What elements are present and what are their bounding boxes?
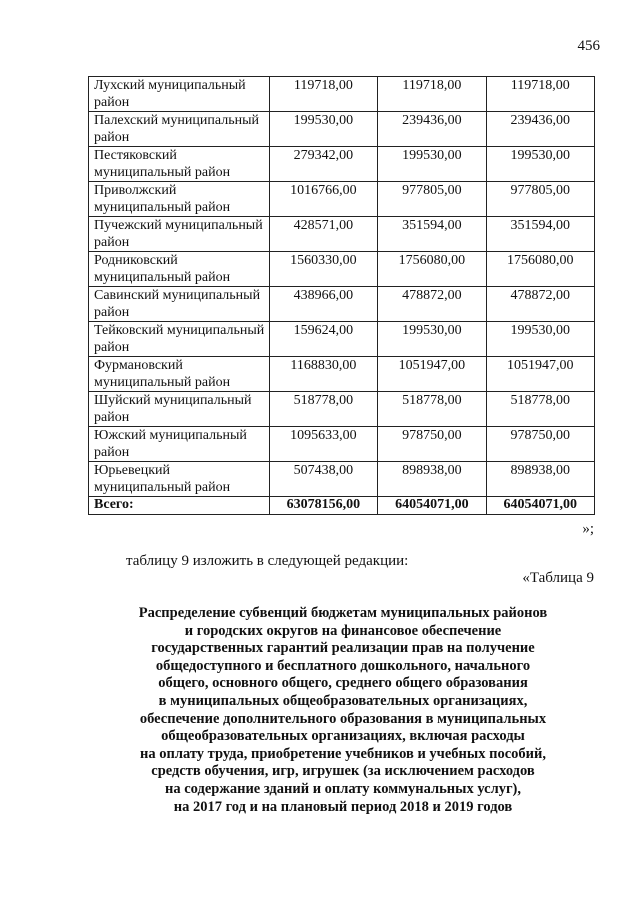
value-2018-cell: 478872,00 <box>378 287 486 322</box>
district-name-cell: Южский муниципальный район <box>89 427 270 462</box>
value-2019-cell: 478872,00 <box>486 287 594 322</box>
table-row <box>89 287 595 322</box>
table-row <box>89 147 595 182</box>
value-2017-cell: 159624,00 <box>269 322 377 357</box>
district-name-cell: Пестяковский муниципальный район <box>89 147 270 182</box>
table-row <box>89 182 595 217</box>
value-2019-cell: 1756080,00 <box>486 252 594 287</box>
table-row <box>89 462 595 497</box>
closing-quote-mark: »; <box>582 521 594 537</box>
value-2018-cell: 351594,00 <box>378 217 486 252</box>
value-2019-cell: 978750,00 <box>486 427 594 462</box>
table-row <box>89 217 595 252</box>
value-2019-cell: 898938,00 <box>486 462 594 497</box>
table-label: «Таблица 9 <box>522 570 594 586</box>
value-2019-cell: 518778,00 <box>486 392 594 427</box>
value-2019-cell: 1051947,00 <box>486 357 594 392</box>
heading-line: общеобразовательных организациях, включая расходы <box>161 728 525 745</box>
table-row <box>89 112 595 147</box>
heading-line: общего, основного общего, среднего общего образования <box>158 675 528 692</box>
value-2018-cell: 1756080,00 <box>378 252 486 287</box>
district-name-cell: Приволжский муниципальный район <box>89 182 270 217</box>
table-heading <box>88 605 598 816</box>
value-2017-cell: 119718,00 <box>269 77 377 112</box>
value-2017-cell: 199530,00 <box>269 112 377 147</box>
table-row <box>89 357 595 392</box>
district-name-cell: Лухский муниципальный район <box>89 77 270 112</box>
value-2018-cell: 518778,00 <box>378 392 486 427</box>
value-2018-cell: 239436,00 <box>378 112 486 147</box>
value-2019-cell: 199530,00 <box>486 322 594 357</box>
value-2017-cell: 63078156,00 <box>269 497 377 515</box>
value-2017-cell: 507438,00 <box>269 462 377 497</box>
value-2018-cell: 977805,00 <box>378 182 486 217</box>
district-name-cell: Юрьевецкий муниципальный район <box>89 462 270 497</box>
heading-line: на оплату труда, приобретение учебников и учебных пособий, <box>140 745 546 762</box>
value-2017-cell: 1168830,00 <box>269 357 377 392</box>
district-name-cell: Фурмановский муниципальный район <box>89 357 270 392</box>
subvention-table <box>88 76 595 515</box>
heading-line: на 2017 год и на плановый период 2018 и 2019 годов <box>173 798 513 815</box>
value-2017-cell: 1095633,00 <box>269 427 377 462</box>
district-name-cell: Тейковский муниципальный район <box>89 322 270 357</box>
value-2017-cell: 518778,00 <box>269 392 377 427</box>
value-2019-cell: 977805,00 <box>486 182 594 217</box>
value-2019-cell: 119718,00 <box>486 77 594 112</box>
table-row <box>89 77 595 112</box>
district-name-cell: Родниковский муниципальный район <box>89 252 270 287</box>
district-name-cell: Шуйский муниципальный район <box>89 392 270 427</box>
district-name-cell: Савинский муниципальный район <box>89 287 270 322</box>
value-2018-cell: 898938,00 <box>378 462 486 497</box>
heading-line: государственных гарантий реализации прав на получение <box>151 640 535 657</box>
district-name-cell: Пучежский муниципальный район <box>89 217 270 252</box>
value-2017-cell: 1560330,00 <box>269 252 377 287</box>
value-2019-cell: 351594,00 <box>486 217 594 252</box>
table-row <box>89 252 595 287</box>
value-2019-cell: 239436,00 <box>486 112 594 147</box>
table-row <box>89 322 595 357</box>
page-number: 456 <box>577 38 600 54</box>
heading-line: общедоступного и бесплатного дошкольного, начального <box>155 657 531 674</box>
heading-line: и городских округов на финансовое обеспечение <box>184 622 502 639</box>
value-2017-cell: 428571,00 <box>269 217 377 252</box>
value-2018-cell: 64054071,00 <box>378 497 486 515</box>
value-2019-cell: 199530,00 <box>486 147 594 182</box>
district-name-cell: Всего: <box>89 497 270 515</box>
value-2018-cell: 119718,00 <box>378 77 486 112</box>
value-2018-cell: 1051947,00 <box>378 357 486 392</box>
value-2017-cell: 279342,00 <box>269 147 377 182</box>
heading-line: обеспечение дополнительного образования в муниципальных <box>139 710 547 727</box>
total-row <box>89 497 595 515</box>
value-2017-cell: 1016766,00 <box>269 182 377 217</box>
value-2018-cell: 978750,00 <box>378 427 486 462</box>
table-row <box>89 427 595 462</box>
heading-line: на содержание зданий и оплату коммунальных услуг), <box>165 780 521 797</box>
value-2019-cell: 64054071,00 <box>486 497 594 515</box>
heading-line: Распределение субвенций бюджетам муниципальных районов <box>138 605 548 621</box>
value-2017-cell: 438966,00 <box>269 287 377 322</box>
heading-line: в муниципальных общеобразовательных организациях, <box>158 692 528 709</box>
table-body <box>89 77 595 515</box>
district-name-cell: Палехский муниципальный район <box>89 112 270 147</box>
table-row <box>89 392 595 427</box>
value-2018-cell: 199530,00 <box>378 147 486 182</box>
instruction-text: таблицу 9 изложить в следующей редакции: <box>126 553 409 569</box>
value-2018-cell: 199530,00 <box>378 322 486 357</box>
heading-line: средств обучения, игр, игрушек (за исключением расходов <box>151 763 535 780</box>
